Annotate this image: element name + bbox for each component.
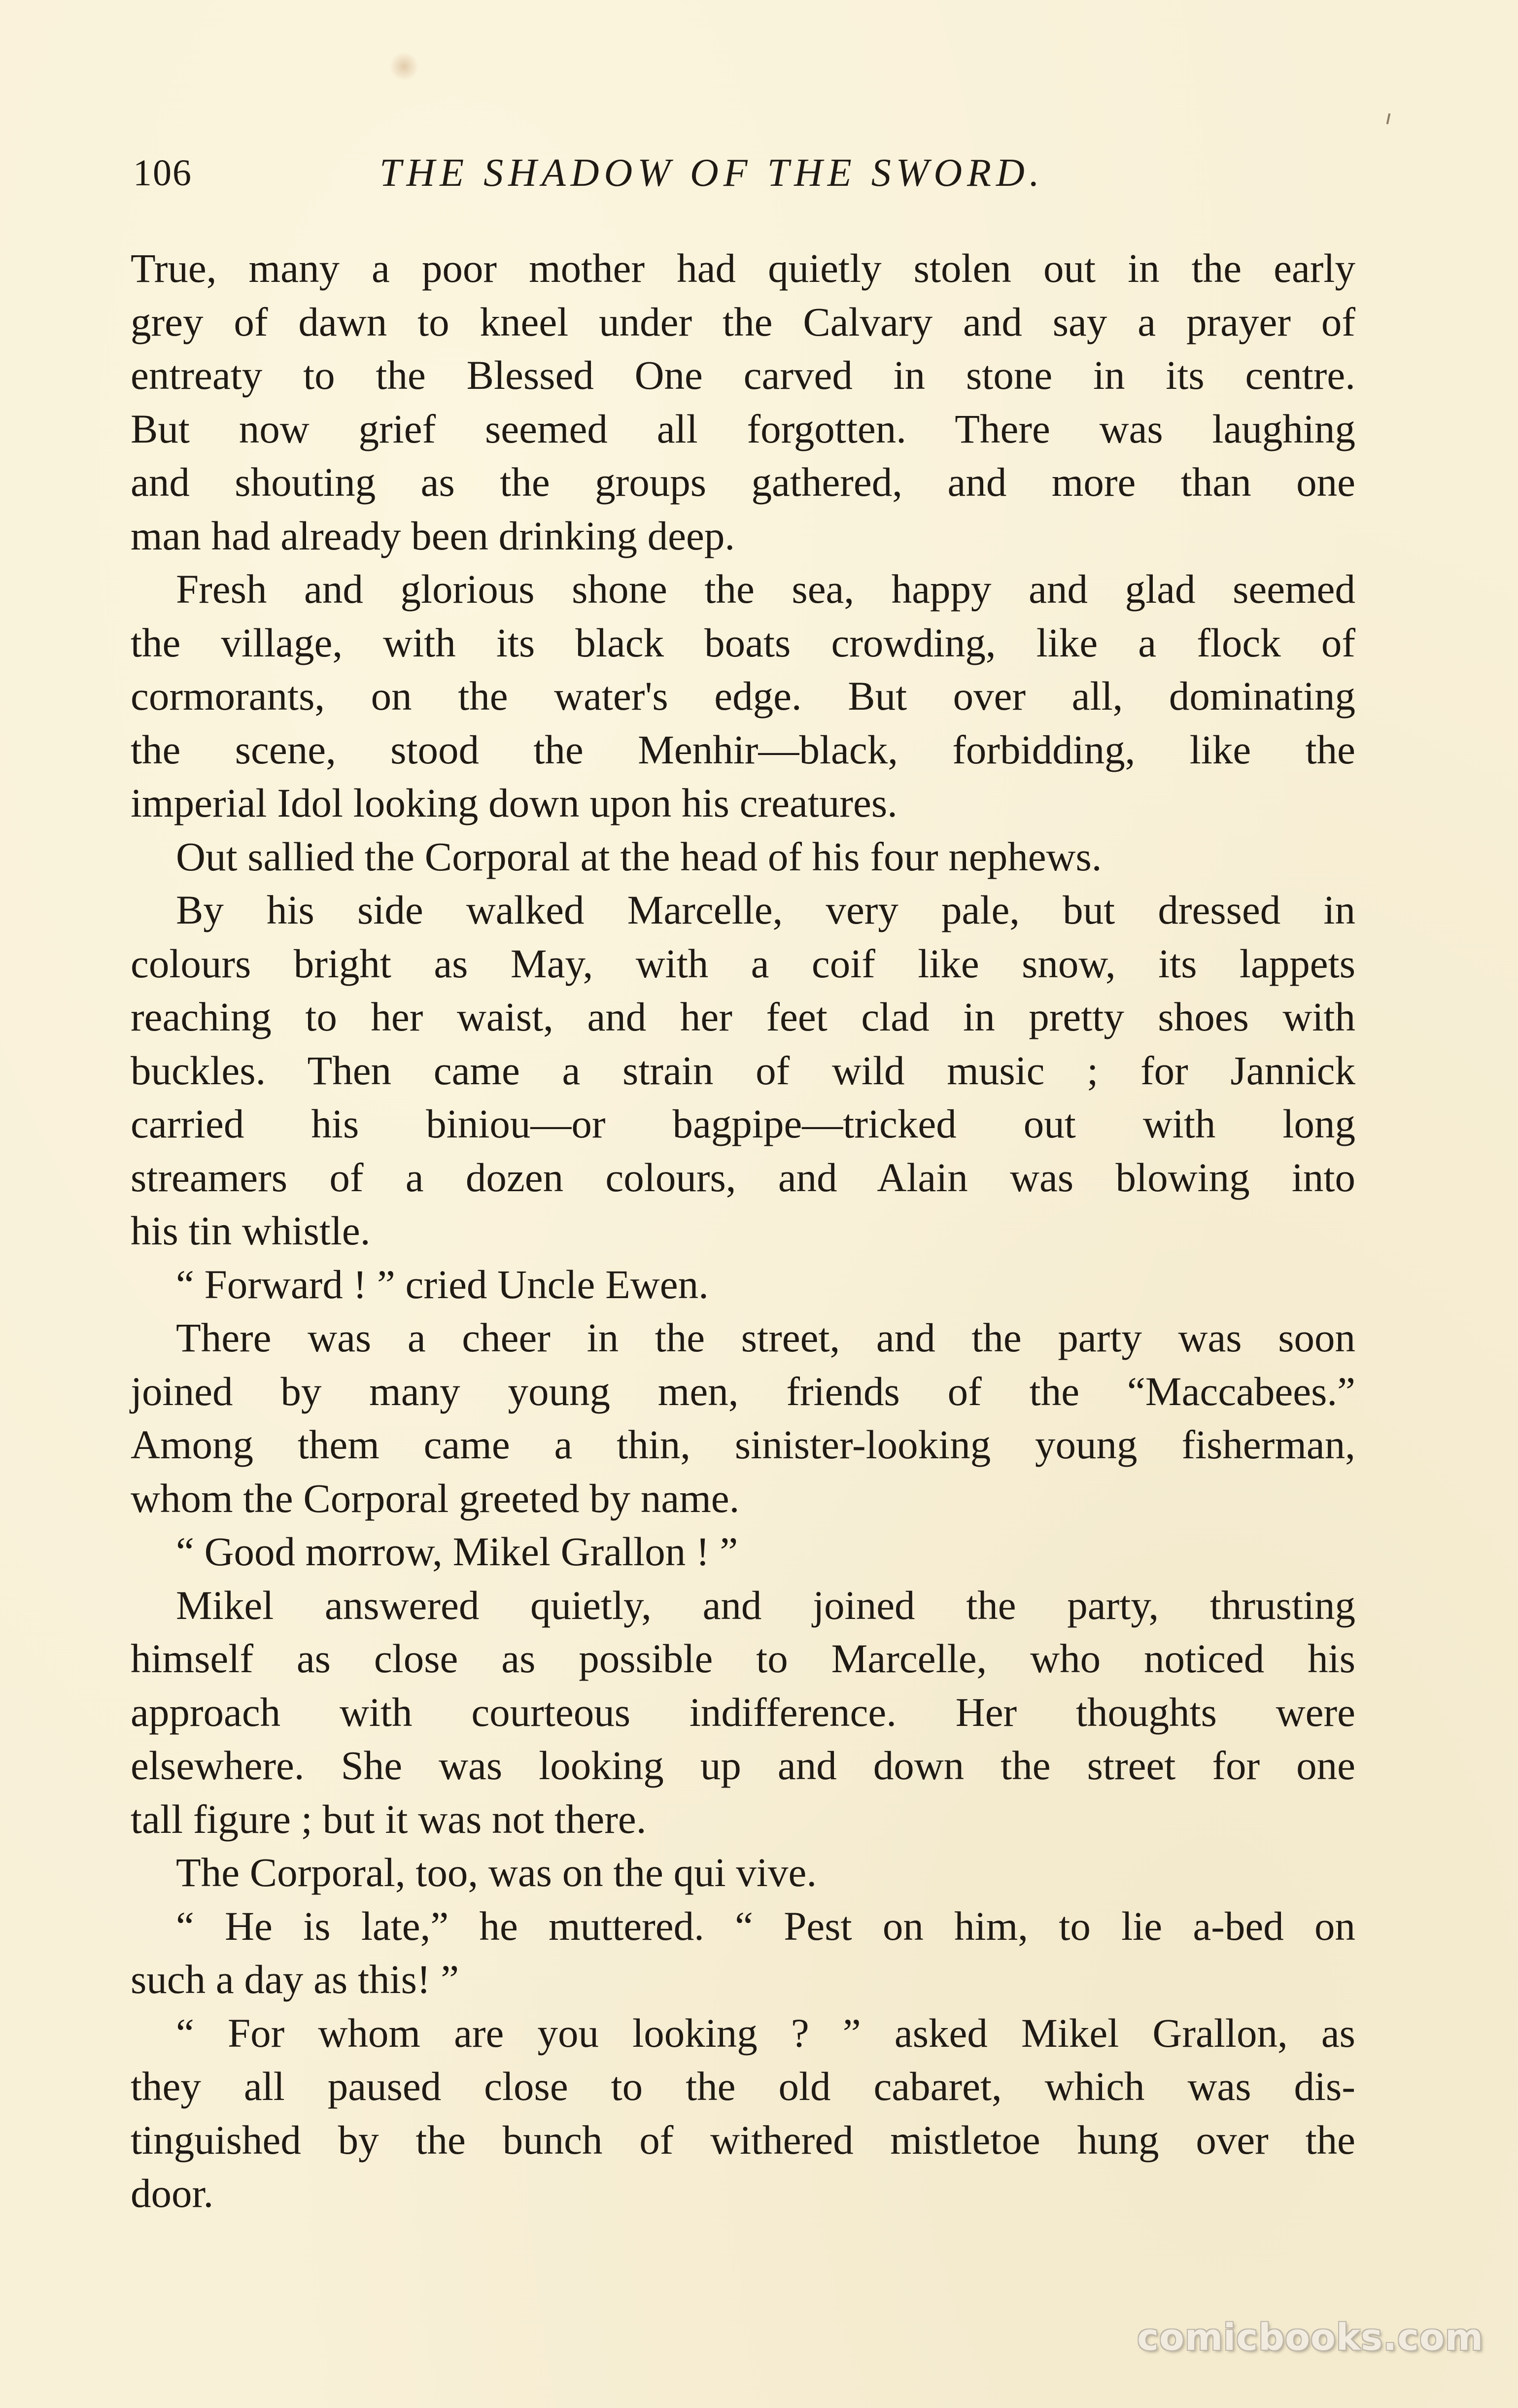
text-line: imperial Idol looking down upon his creatures. bbox=[131, 780, 897, 826]
text-line: his tin whistle. bbox=[131, 1208, 371, 1253]
paper-stain bbox=[389, 52, 419, 81]
text-line: reaching to her waist, and her feet clad in pretty shoes with bbox=[131, 994, 1355, 1039]
page-header bbox=[133, 146, 1365, 200]
text-line: “ For whom are you looking ? ” asked Mikel Grallon, as bbox=[176, 2010, 1355, 2056]
text-line: the village, with its black boats crowding, like a flock of bbox=[131, 619, 1355, 665]
running-title: THE SHADOW OF THE SWORD. bbox=[380, 151, 1044, 195]
text-line: and shouting as the groups gathered, and more than one bbox=[131, 459, 1355, 505]
text-line: streamers of a dozen colours, and Alain was blowing into bbox=[131, 1154, 1355, 1200]
text-line: “ Forward ! ” cried Uncle Ewen. bbox=[176, 1261, 709, 1307]
text-line: True, many a poor mother had quietly stolen out in the early bbox=[131, 245, 1355, 291]
text-line: tinguished by the bunch of withered mistletoe hung over the bbox=[131, 2117, 1355, 2163]
text-line: elsewhere. She was looking up and down the street for one bbox=[131, 1743, 1355, 1788]
text-line: himself as close as possible to Marcelle, who noticed his bbox=[131, 1636, 1355, 1681]
text-line: carried his biniou—or bagpipe—tricked out with long bbox=[131, 1101, 1355, 1146]
text-line: door. bbox=[131, 2170, 214, 2216]
paper-mark bbox=[1386, 113, 1390, 124]
text-line: colours bright as May, with a coif like snow, its lappets bbox=[131, 940, 1355, 986]
text-line: approach with courteous indifference. Her thoughts were bbox=[131, 1689, 1355, 1735]
watermark: comicbooks.com bbox=[1137, 2316, 1484, 2359]
text-line: grey of dawn to kneel under the Calvary and say a prayer of bbox=[131, 299, 1355, 344]
text-line: whom the Corporal greeted by name. bbox=[131, 1475, 740, 1521]
text-line: The Corporal, too, was on the qui vive. bbox=[176, 1850, 817, 1895]
text-line: tall figure ; but it was not there. bbox=[131, 1796, 647, 1842]
body-text bbox=[131, 241, 1355, 2220]
text-line: But now grief seemed all forgotten. There was laughing bbox=[131, 406, 1355, 451]
text-line: the scene, stood the Menhir—black, forbidding, like the bbox=[131, 726, 1355, 772]
text-line: man had already been drinking deep. bbox=[131, 513, 735, 558]
text-line: “ Good morrow, Mikel Grallon ! ” bbox=[176, 1529, 738, 1574]
text-line: they all paused close to the old cabaret, which was dis- bbox=[131, 2064, 1355, 2109]
text-line: buckles. Then came a strain of wild music ; for Jannick bbox=[131, 1047, 1355, 1093]
page-number: 106 bbox=[133, 152, 192, 194]
text-line: There was a cheer in the street, and the party was soon bbox=[176, 1315, 1355, 1360]
text-line: Out sallied the Corporal at the head of his four nephews. bbox=[176, 833, 1102, 879]
text-line: cormorants, on the water's edge. But over all, dominating bbox=[131, 673, 1355, 719]
text-line: such a day as this! ” bbox=[131, 1957, 459, 2002]
text-line: “ He is late,” he muttered. “ Pest on him, to lie a-bed on bbox=[176, 1903, 1355, 1949]
text-line: Among them came a thin, sinister-looking young fisherman, bbox=[131, 1422, 1355, 1467]
text-line: By his side walked Marcelle, very pale, but dressed in bbox=[176, 887, 1355, 932]
text-line: joined by many young men, friends of the “Maccabees.” bbox=[131, 1368, 1355, 1414]
text-line: Mikel answered quietly, and joined the party, thrusting bbox=[176, 1582, 1355, 1628]
text-line: entreaty to the Blessed One carved in stone in its centre. bbox=[131, 352, 1355, 398]
text-line: Fresh and glorious shone the sea, happy and glad seemed bbox=[176, 566, 1355, 612]
